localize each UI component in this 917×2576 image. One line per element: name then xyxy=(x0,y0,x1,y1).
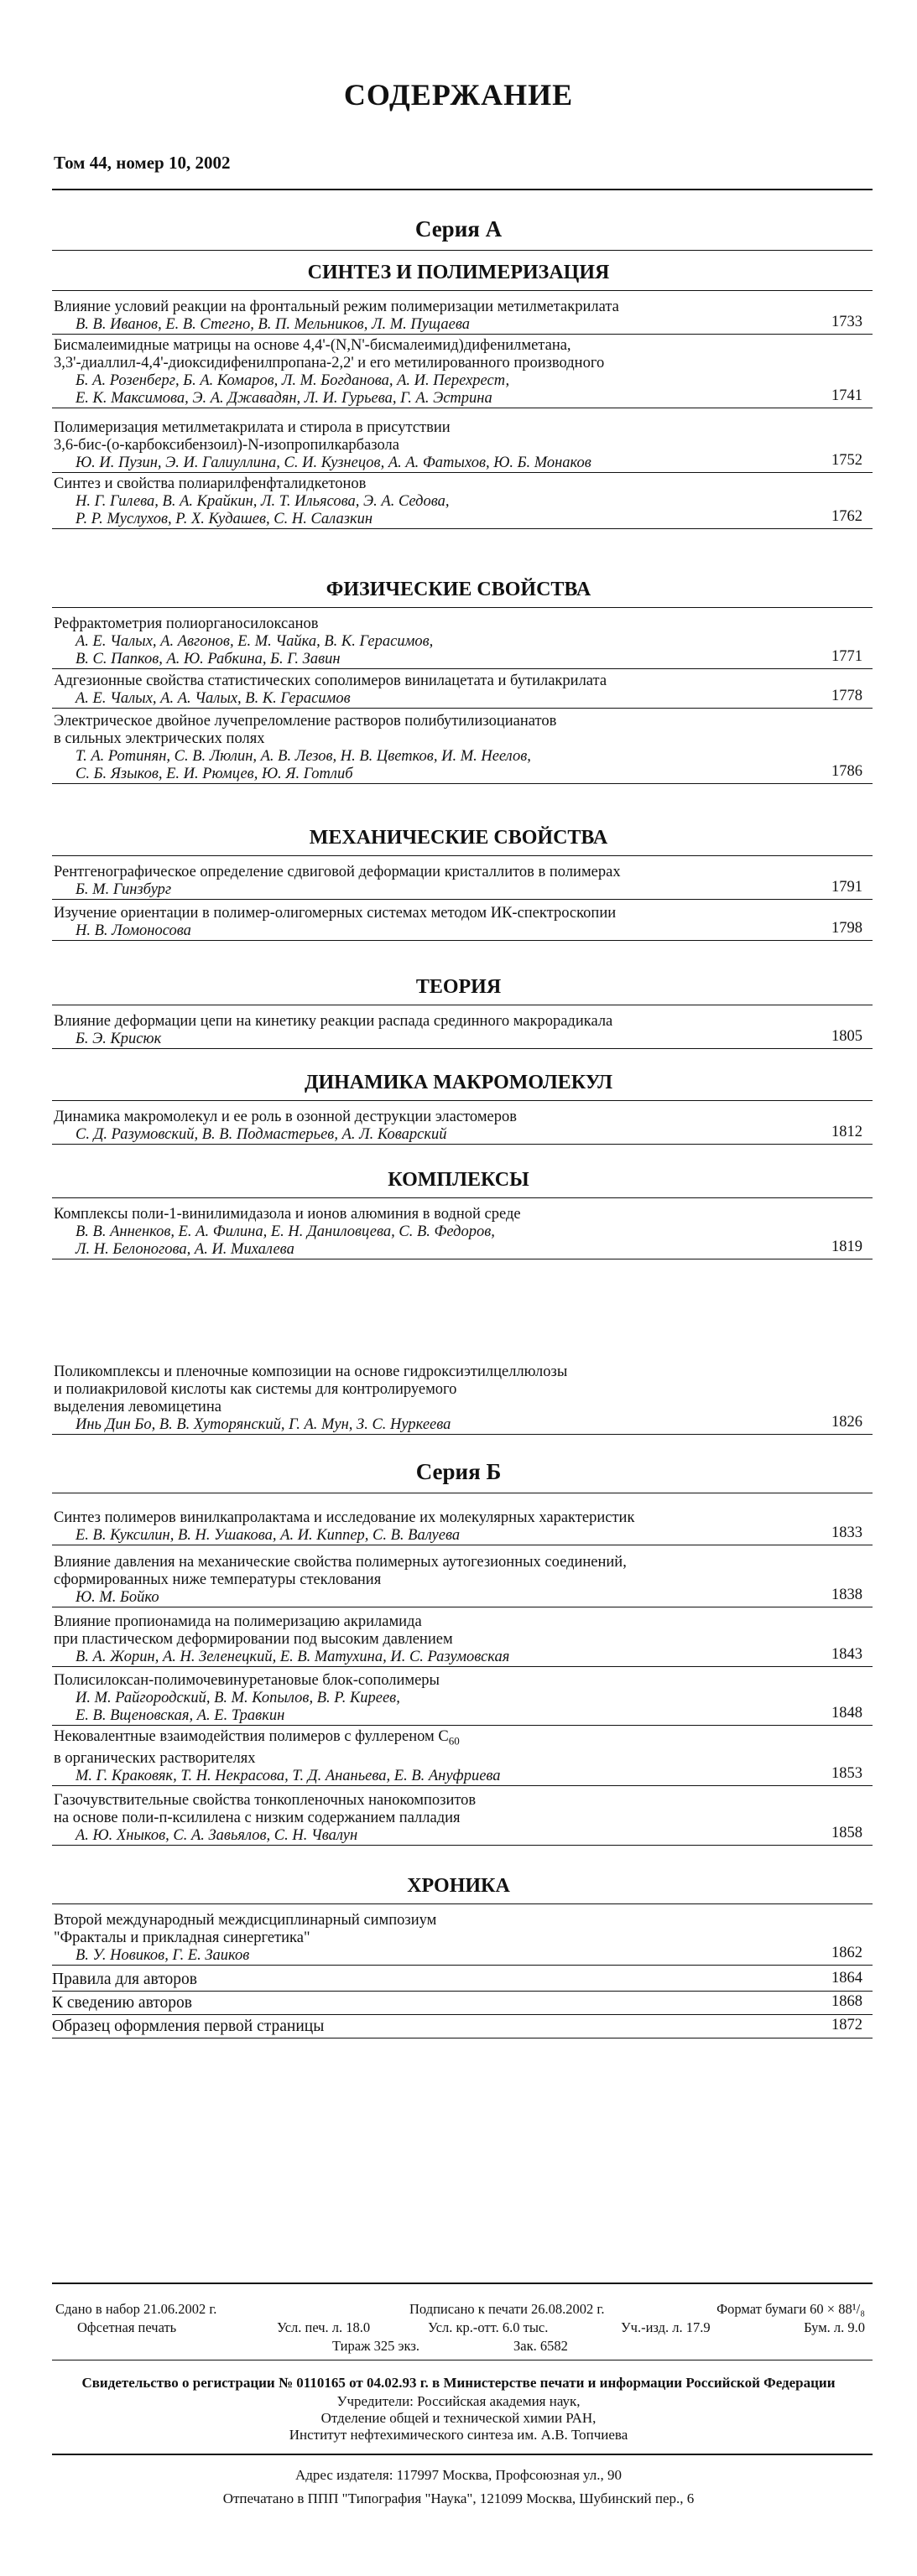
entry-title-line: Поликомплексы и пленочные композиции на основе гидроксиэтилцеллюлозы xyxy=(54,1363,568,1380)
order-number: Зак. 6582 xyxy=(513,2338,568,2354)
entry-author-line: Б. Э. Крисюк xyxy=(76,1031,162,1047)
entry-author-line: Т. А. Ротинян, С. В. Люлин, А. В. Лезов, Н. В. Цветков, И. М. Неелов, xyxy=(76,748,531,765)
section-heading: ТЕОРИЯ xyxy=(415,976,502,998)
toc-entry xyxy=(52,673,873,709)
entry-page-number: 1733 xyxy=(831,314,862,330)
toc-entry xyxy=(52,1792,873,1846)
entry-title-line: выделения левомицетина xyxy=(54,1399,221,1415)
entry-authors-block xyxy=(52,748,873,784)
toc-entry xyxy=(52,1912,873,1966)
cr-ott: Усл. кр.-отт. 6.0 тыс. xyxy=(428,2319,549,2335)
section-heading: МЕХАНИЧЕСКИЕ СВОЙСТВА xyxy=(309,827,608,849)
founder: Учредители: Российская академия наук, xyxy=(336,2393,581,2409)
misc-entry xyxy=(52,1971,873,1992)
entry-page-number: 1862 xyxy=(831,1945,862,1961)
entry-page-number: 1805 xyxy=(831,1028,862,1045)
series-a-heading: Серия А xyxy=(414,216,503,242)
entry-page-number: 1791 xyxy=(831,879,862,896)
pub-sheets: Уч.-изд. л. 17.9 xyxy=(621,2319,711,2335)
entry-author-line: В. С. Папков, А. Ю. Рабкина, Б. Г. Завин xyxy=(76,651,341,667)
toc-entry xyxy=(52,299,873,335)
entry-page-number: 1771 xyxy=(831,648,862,665)
entry-title-line: Динамика макромолекул и ее роль в озонной деструкции эластомеров xyxy=(54,1109,517,1125)
series-b-heading: Серия Б xyxy=(415,1459,502,1484)
entry-title-line: Второй международный междисциплинарный симпозиум xyxy=(54,1912,437,1929)
toc-entry xyxy=(52,1509,873,1545)
entry-author-line: Ю. М. Бойко xyxy=(76,1589,159,1606)
entry-page-number: 1741 xyxy=(831,387,862,404)
entry-page-number: 1843 xyxy=(831,1646,862,1663)
toc-entry xyxy=(52,1013,873,1049)
circulation: Тираж 325 экз. xyxy=(332,2338,419,2354)
toc-entry xyxy=(52,1613,873,1667)
entry-title-line: Бисмалеимидные матрицы на основе 4,4'-(N,N'-бисмалеимид)дифенилметана, xyxy=(54,337,571,354)
entry-author-line: Р. Р. Муслухов, Р. Х. Кудашев, С. Н. Салазкин xyxy=(76,511,373,527)
entry-page-number: 1838 xyxy=(831,1587,862,1603)
misc-label: К сведению авторов xyxy=(52,1994,193,2012)
entry-author-line: В. У. Новиков, Г. Е. Заиков xyxy=(76,1947,250,1964)
series-rule xyxy=(52,250,873,251)
toc-entry xyxy=(52,1672,873,1726)
entry-title-line: 3,3'-диаллил-4,4'-диоксидифенилпропана-2,2' и его метилированного производного xyxy=(54,355,605,371)
imprint-rule-2 xyxy=(52,2454,873,2455)
toc-entry xyxy=(52,1109,873,1145)
toc-entry xyxy=(52,1206,873,1259)
entry-title-line: Влияние деформации цепи на кинетику реакции распада срединного макрорадикала xyxy=(54,1013,613,1030)
signed-date: Подписано к печати 26.08.2002 г. xyxy=(409,2301,605,2317)
misc-label: Образец оформления первой страницы xyxy=(52,2018,325,2035)
entry-authors-block xyxy=(52,922,873,941)
entry-title-line: Влияние условий реакции на фронтальный режим полимеризации метилметакрилата xyxy=(54,299,619,315)
entry-authors-block xyxy=(52,372,873,408)
entry-author-line: А. Е. Чалых, А. Авгонов, Е. М. Чайка, В. К. Герасимов, xyxy=(76,633,434,650)
entry-page-number: 1853 xyxy=(831,1764,862,1782)
header-divider xyxy=(52,189,873,190)
toc-entry xyxy=(52,1554,873,1607)
entry-authors-block xyxy=(52,690,873,709)
entry-title-line: Изучение ориентации в полимер-олигомерных системах методом ИК-спектроскопии xyxy=(54,905,617,922)
entry-title-line: в сильных электрических полях xyxy=(54,730,265,747)
entry-title-line: Комплексы поли-1-винилимидазола и ионов алюминия в водной среде xyxy=(54,1206,521,1223)
section-heading: СИНТЕЗ И ПОЛИМЕРИЗАЦИЯ xyxy=(307,262,610,283)
entry-title-line: Полисилоксан-полимочевинуретановые блок-сополимеры xyxy=(54,1672,440,1689)
paper-format: Формат бумаги 60 × 88¹/₈ xyxy=(716,2301,865,2317)
entry-title-line: Нековалентные взаимодействия полимеров с фуллереном $C_{60}$ xyxy=(54,1728,460,1748)
entry-title-line: при пластическом деформировании под высоким давлением xyxy=(54,1631,453,1648)
section-rule xyxy=(52,1197,873,1198)
entry-authors-block xyxy=(52,1028,873,1049)
misc-page-number: 1868 xyxy=(831,1993,862,2010)
entry-author-line: Б. М. Гинзбург xyxy=(76,881,172,898)
entry-authors-block xyxy=(52,316,873,335)
toc-entry xyxy=(52,615,873,669)
print-sheets: Усл. печ. л. 18.0 xyxy=(277,2319,371,2335)
entry-title-line: на основе поли-п-ксилилена с низким содержанием палладия xyxy=(54,1810,461,1826)
entry-title-line: Рентгенографическое определение сдвиговой деформации кристаллитов в полимерах xyxy=(54,864,621,880)
entry-author-line: В. В. Иванов, Е. В. Стегно, В. П. Мельников, Л. М. Пущаева xyxy=(76,316,470,333)
entry-authors-block xyxy=(52,1764,873,1786)
print-type: Офсетная печать xyxy=(77,2319,177,2335)
volume-info: Том 44, номер 10, 2002 xyxy=(54,153,231,173)
section-heading: ДИНАМИКА МАКРОМОЛЕКУЛ xyxy=(304,1072,613,1093)
entry-title-line: Влияние пропионамида на полимеризацию акриламида xyxy=(54,1613,422,1630)
entry-authors-block xyxy=(52,1524,873,1545)
misc-entry xyxy=(52,1994,873,2015)
section-rule xyxy=(52,1903,873,1904)
toc-entry xyxy=(52,337,873,408)
misc-label: Правила для авторов xyxy=(52,1971,197,1988)
section-heading: КОМПЛЕКСЫ xyxy=(388,1169,529,1191)
entry-title-line: Адгезионные свойства статистических сополимеров винилацетата и бутилакрилата xyxy=(54,673,607,689)
entry-authors-block xyxy=(52,1126,873,1145)
entry-title-line: Синтез полимеров винилкапролактама и исследование их молекулярных характеристик xyxy=(54,1509,635,1526)
toc-entry xyxy=(52,905,873,941)
entry-author-line: Ю. И. Пузин, Э. И. Галиуллина, С. И. Кузнецов, А. А. Фатыхов, Ю. Б. Монаков xyxy=(76,454,591,471)
entry-author-line: С. Б. Языков, Е. И. Рюмцев, Ю. Я. Готлиб xyxy=(76,766,353,782)
imprint-divider-top xyxy=(52,2283,873,2284)
entry-page-number: 1833 xyxy=(831,1524,862,1541)
entry-authors-block xyxy=(52,454,873,473)
entry-title-line: сформированных ниже температуры стеклования xyxy=(54,1571,382,1588)
section-rule xyxy=(52,1100,873,1101)
misc-entry xyxy=(52,2018,873,2038)
founder-3: Институт нефтехимического синтеза им. А.В. Топчиева xyxy=(289,2427,628,2443)
toc-entry xyxy=(52,713,873,784)
entry-title-line: Газочувствительные свойства тонкопленочных нанокомпозитов xyxy=(54,1792,477,1809)
printer: Отпечатано в ППП "Типография "Наука", 121099 Москва, Шубинский пер., 6 xyxy=(222,2490,695,2506)
toc-entry xyxy=(52,475,873,529)
entry-author-line: В. А. Жорин, А. Н. Зеленецкий, Е. В. Матухина, И. С. Разумовская xyxy=(76,1649,510,1665)
entry-author-line: Е. В. Вщеновская, А. Е. Травкин xyxy=(76,1707,285,1724)
paper-sheets: Бум. л. 9.0 xyxy=(804,2319,865,2335)
entry-page-number: 1798 xyxy=(831,920,862,937)
entry-title-line: Рефрактометрия полиорганосилоксанов xyxy=(54,615,319,632)
entry-page-number: 1762 xyxy=(831,508,862,525)
entry-author-line: В. В. Анненков, Е. А. Филина, Е. Н. Даниловцева, С. В. Федоров, xyxy=(76,1223,495,1240)
entry-title-line: Полимеризация метилметакрилата и стирола в присутствии xyxy=(54,419,451,436)
section-heading: ФИЗИЧЕСКИЕ СВОЙСТВА xyxy=(326,579,591,600)
entry-authors-block xyxy=(52,1646,873,1667)
entry-title-line: в органических растворителях xyxy=(54,1749,256,1767)
entry-authors-block xyxy=(52,1947,873,1966)
entry-author-line: М. Г. Краковяк, Т. Н. Некрасова, Т. Д. Ананьева, Е. В. Ануфриева xyxy=(76,1767,501,1784)
entry-authors-block xyxy=(52,1690,873,1726)
toc-entry xyxy=(52,1363,873,1435)
entry-author-line: А. Е. Чалых, А. А. Чалых, В. К. Герасимов xyxy=(76,690,351,707)
entry-title-line: Влияние давления на механические свойства полимерных аутогезионных соединений, xyxy=(54,1554,627,1571)
entry-page-number: 1786 xyxy=(831,763,862,780)
entry-page-number: 1819 xyxy=(831,1239,862,1255)
registration: Свидетельство о регистрации № 0110165 от 04.02.93 г. в Министерстве печати и информации Российской Федерации xyxy=(81,2375,836,2391)
entry-author-line: Е. В. Куксилин, В. Н. Ушакова, А. И. Киппер, С. В. Валуева xyxy=(76,1527,461,1544)
entry-author-line: А. Ю. Хныков, С. А. Завьялов, С. Н. Чвалун xyxy=(76,1827,358,1844)
entry-page-number: 1812 xyxy=(831,1124,862,1140)
entry-authors-block xyxy=(52,633,873,669)
entry-author-line: Н. В. Ломоносова xyxy=(76,922,191,939)
section-rule xyxy=(52,855,873,856)
section-heading: ХРОНИКА xyxy=(407,1875,510,1897)
entry-authors-block xyxy=(52,1827,873,1846)
entry-title-line: и полиакриловой кислоты как системы для контролируемого xyxy=(54,1381,457,1398)
entry-page-number: 1848 xyxy=(831,1705,862,1722)
entry-author-line: Н. Г. Гилева, В. А. Крайкин, Л. Т. Ильясова, Э. А. Седова, xyxy=(76,493,450,510)
entry-title-line: 3,6-бис-(о-карбоксибензоил)-N-изопропилкарбазола xyxy=(54,437,399,454)
publisher-address: Адрес издателя: 117997 Москва, Профсоюзная ул., 90 xyxy=(294,2467,623,2483)
entry-author-line: Л. Н. Белоногова, А. И. Михалева xyxy=(76,1241,294,1258)
toc-entry xyxy=(52,864,873,900)
entry-title-line: Электрическое двойное лучепреломление растворов полибутилизоцианатов xyxy=(54,713,557,730)
section-rule xyxy=(52,607,873,608)
section-rule xyxy=(52,290,873,291)
entry-authors-block xyxy=(52,1589,873,1607)
entry-title-line: "Фракталы и прикладная синергетика" xyxy=(54,1929,310,1946)
entry-author-line: Инь Дин Бо, В. В. Хуторянский, Г. А. Мун, З. С. Нуркеева xyxy=(76,1416,451,1433)
submitted-date: Сдано в набор 21.06.2002 г. xyxy=(55,2301,217,2317)
page-title: СОДЕРЖАНИЕ xyxy=(343,78,574,112)
toc-entry xyxy=(52,1728,873,1786)
entry-authors-block xyxy=(52,1416,873,1435)
entry-author-line: Б. А. Розенберг, Б. А. Комаров, Л. М. Богданова, А. И. Перехрест, xyxy=(76,372,510,389)
toc-entry xyxy=(52,419,873,473)
entry-authors-block xyxy=(52,1223,873,1259)
misc-page-number: 1864 xyxy=(831,1970,862,1987)
entry-authors-block xyxy=(52,493,873,529)
entry-authors-block xyxy=(52,881,873,900)
misc-page-number: 1872 xyxy=(831,2017,862,2033)
entry-author-line: И. М. Райгородский, В. М. Копылов, В. Р. Киреев, xyxy=(76,1690,400,1706)
entry-page-number: 1752 xyxy=(831,452,862,469)
entry-author-line: С. Д. Разумовский, В. В. Подмастерьев, А. Л. Коварский xyxy=(76,1126,447,1143)
entry-page-number: 1858 xyxy=(831,1825,862,1841)
founder-2: Отделение общей и технической химии РАН, xyxy=(320,2410,597,2426)
entry-page-number: 1826 xyxy=(831,1414,862,1431)
entry-author-line: Е. К. Максимова, Э. А. Джавадян, Л. И. Гурьева, Г. А. Эстрина xyxy=(76,390,492,407)
entry-page-number: 1778 xyxy=(831,688,862,704)
entry-title-line: Синтез и свойства полиарилфенфталидкетонов xyxy=(54,475,367,492)
